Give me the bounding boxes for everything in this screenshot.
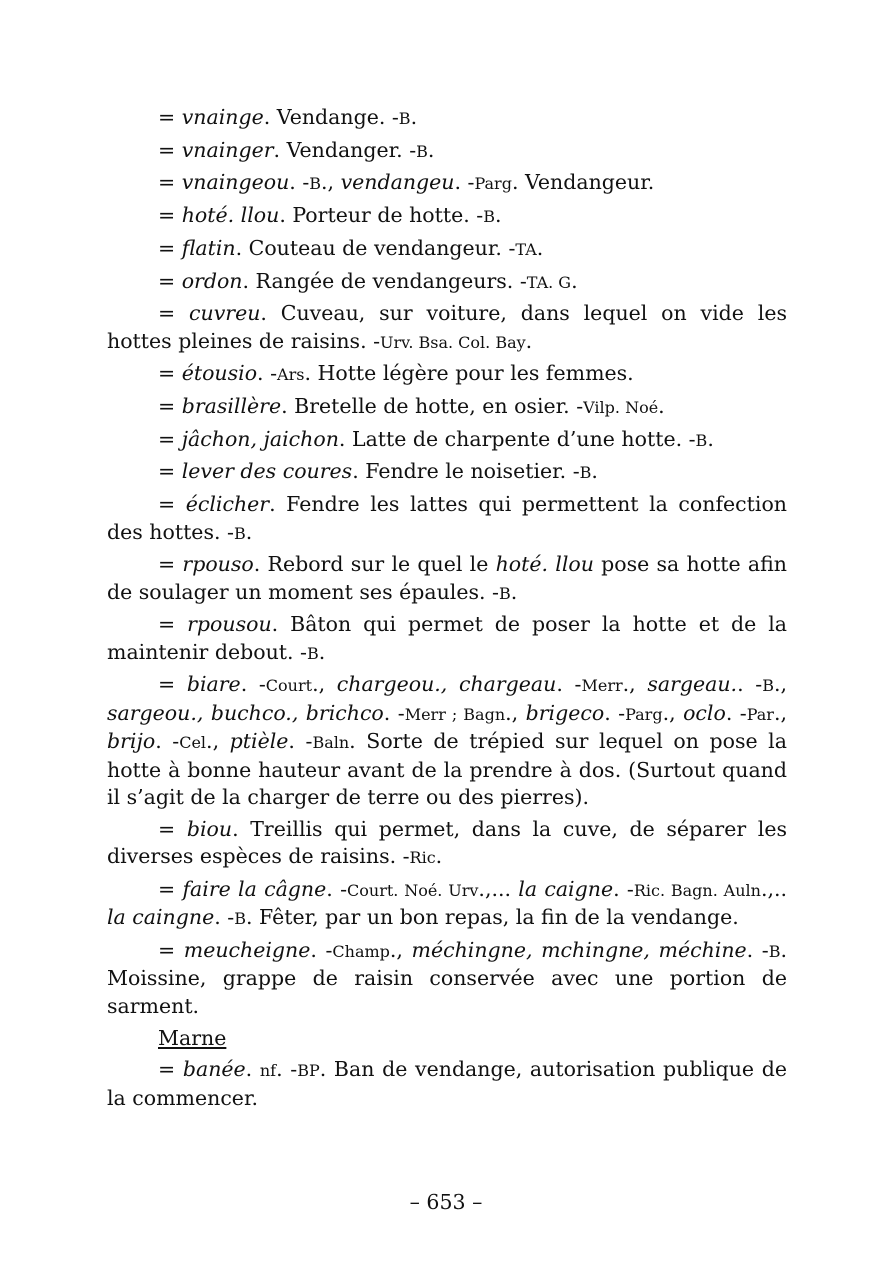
dictionary-entry — [107, 611, 787, 667]
headword: faire la câgne — [182, 876, 327, 901]
entry-text: . Vendanger. - — [273, 137, 417, 162]
location-abbrev: Ric — [409, 848, 436, 868]
entry-text: = — [158, 876, 183, 901]
entry-text: . — [525, 328, 533, 353]
entry-text: . Fendre les lattes qui permettent la confection des hottes. - — [107, 492, 787, 544]
dictionary-entry — [107, 393, 787, 421]
entry-text: ., — [312, 672, 337, 697]
entry-text: = — [158, 203, 182, 228]
location-abbrev: Par — [746, 704, 774, 724]
entry-text: = — [158, 137, 182, 162]
entry-text: ., — [773, 700, 787, 725]
dictionary-entry — [107, 137, 787, 165]
location-abbrev: TA. G — [526, 272, 572, 292]
entry-text: . Sorte de trépied sur lequel on pose la hotte à bonne hauteur avant de la prendre à dos. (Surtout quand il s’agit de la charger de terre ou des pierres). — [107, 729, 787, 810]
entry-text: ., — [389, 938, 412, 963]
entry-text: ., — [206, 729, 230, 754]
entry-text: . — [245, 519, 253, 544]
entry-text: . — [410, 105, 418, 129]
entry-text: ., — [505, 700, 526, 725]
dictionary-entry — [107, 202, 787, 230]
entry-text: . Hotte légère pour les femmes. — [304, 361, 634, 386]
location-abbrev: Parg — [474, 174, 512, 194]
entry-text: . — [510, 579, 518, 604]
headword: éclicher — [185, 492, 270, 517]
entry-text: ., — [622, 672, 648, 697]
entry-text: . - — [604, 700, 626, 725]
headword: sargeou., buchco., brichco — [107, 700, 384, 725]
headword: rpousou — [187, 612, 272, 637]
dictionary-entry — [107, 268, 787, 296]
dictionary-entry — [107, 169, 787, 197]
entry-text: . Treillis qui permet, dans la cuve, de séparer les diverses espèces de raisins. - — [107, 816, 787, 869]
entry-text: .,... — [478, 876, 519, 901]
location-abbrev: B — [416, 141, 428, 161]
location-abbrev: B — [234, 909, 246, 929]
entry-text: = — [158, 361, 182, 386]
location-abbrev: B — [762, 676, 774, 696]
location-abbrev: nf — [259, 1061, 277, 1081]
headword: flatin — [181, 235, 236, 260]
entry-text: . - — [240, 672, 266, 697]
entry-text: = — [158, 612, 188, 637]
entry-text: ., — [662, 700, 684, 725]
location-abbrev: BP — [297, 1061, 320, 1081]
entry-text: = — [158, 552, 183, 577]
entry-text: . — [318, 639, 326, 664]
entry-text: . - — [725, 700, 747, 725]
entry-text: . - — [289, 170, 310, 195]
headword: rpouso — [182, 552, 254, 577]
location-abbrev: B — [579, 463, 592, 483]
entry-text: pose sa hotte afin de soulager un moment ses épaules. - — [107, 552, 787, 604]
entry-text: = — [158, 672, 187, 697]
location-abbrev: Court. Noé. Urv — [347, 880, 479, 900]
headword: vnaingeou — [181, 170, 290, 195]
entry-text: = — [158, 268, 182, 293]
dictionary-entry — [107, 104, 787, 132]
entry-text: . - — [310, 938, 333, 963]
page-number: – 653 – — [409, 1190, 483, 1214]
headword: hoté. llou — [181, 203, 280, 228]
section-heading: Marne — [158, 1025, 227, 1050]
entry-text: . — [571, 268, 578, 293]
entry-text: = — [158, 105, 182, 129]
entry-text: . - — [326, 876, 348, 901]
entry-text: . - — [454, 170, 475, 195]
location-abbrev: Baln — [312, 733, 350, 753]
headword: oclo — [683, 700, 726, 725]
entry-text: = — [158, 459, 182, 484]
entry-text: = — [158, 426, 182, 451]
location-abbrev: TA — [515, 239, 537, 259]
entry-text: .,.. — [760, 876, 788, 901]
headword: la caigne — [518, 876, 614, 901]
entry-text: . - — [746, 938, 769, 963]
headword: vendangeu — [340, 170, 455, 195]
location-abbrev: Ars — [277, 365, 305, 385]
entry-text: . - — [383, 700, 405, 725]
entry-text: . Moissine, grappe de raisin conservée avec une portion de sarment. — [107, 938, 787, 1018]
location-abbrev: Merr — [581, 676, 623, 696]
dictionary-entry — [107, 426, 787, 454]
location-abbrev: Urv. Bsa. Col. Bay — [380, 332, 526, 352]
entry-text: . Rangée de vendangeurs. - — [242, 268, 527, 293]
dictionary-entry — [107, 235, 787, 263]
dictionary-entry — [107, 876, 787, 933]
headword: étousio — [181, 361, 258, 386]
location-abbrev: B — [398, 109, 411, 128]
entry-text: . — [536, 235, 544, 260]
location-abbrev: B — [233, 523, 246, 543]
entry-text: . — [495, 203, 502, 228]
entry-text: = — [158, 816, 187, 841]
entry-text: . Cuveau, sur voiture, dans lequel on vide les hottes pleines de raisins. - — [107, 301, 787, 353]
entry-text: . Bâton qui permet de poser la hotte et de la maintenir debout. - — [107, 612, 787, 664]
location-abbrev: B — [307, 643, 319, 663]
headword: sargeau. — [647, 672, 738, 697]
entry-text: . Fêter, par un bon repas, la fin de la vendange. — [245, 905, 739, 930]
entry-text: . Porteur de hotte. - — [279, 203, 484, 228]
headword: méchingne, mchingne, méchine — [411, 938, 747, 963]
entry-text: . - — [276, 1057, 298, 1082]
headword: jâchon, jaichon — [181, 426, 339, 451]
headword: ptièle — [229, 729, 289, 754]
entry-text: . Couteau de vendangeur. - — [235, 235, 516, 260]
dictionary-entry — [107, 300, 787, 356]
location-abbrev: Vilp. Noé — [583, 398, 659, 418]
entry-text: = — [158, 938, 184, 963]
entry-text: . Bretelle de hotte, en osier. - — [281, 394, 584, 419]
dictionary-entry — [107, 551, 787, 607]
dictionary-entry — [107, 816, 787, 872]
entry-text: . - — [214, 905, 235, 930]
location-abbrev: Ric. Bagn. Auln — [633, 880, 761, 900]
entry-text: . - — [556, 672, 582, 697]
headword: cuvreu — [189, 301, 261, 326]
entry-text: . - — [257, 361, 278, 386]
headword: la caingne — [107, 905, 215, 930]
dictionary-entry — [107, 937, 787, 1020]
entry-text: = — [158, 235, 182, 260]
location-abbrev: B — [768, 942, 781, 962]
dictionary-entry — [107, 360, 787, 388]
headword: meucheigne — [183, 938, 311, 963]
location-abbrev: B — [309, 174, 322, 194]
entry-text: = — [158, 492, 186, 517]
entry-text: . — [591, 459, 598, 484]
location-abbrev: Parg — [625, 704, 663, 724]
headword: vnainger — [181, 137, 274, 162]
headword: vnainge — [181, 105, 264, 129]
headword: brigeco — [525, 700, 605, 725]
location-abbrev: Merr ; Bagn — [404, 704, 506, 724]
entry-text: . — [245, 1057, 260, 1082]
entry-text: . — [427, 137, 435, 162]
location-abbrev: B — [498, 583, 511, 603]
entry-text: . Vendange. - — [263, 105, 399, 129]
entry-text: ., — [321, 170, 341, 195]
dictionary-entry — [107, 458, 787, 486]
entry-text: = — [158, 1057, 183, 1082]
location-abbrev: B — [483, 207, 495, 227]
entry-text: . — [658, 394, 665, 419]
entry-text: . Rebord sur le quel le — [253, 552, 496, 577]
headword: brasillère — [181, 394, 282, 419]
headword: biou — [186, 816, 233, 841]
entry-text: ., — [773, 672, 787, 697]
entry-text: . - — [613, 876, 634, 901]
entry-text: . - — [737, 672, 763, 697]
headword: lever des coures — [181, 459, 353, 484]
location-abbrev: Champ — [332, 942, 390, 962]
entry-text: . Ban de vendange, autorisation publique de la commencer. — [107, 1057, 787, 1110]
entry-text: . - — [155, 729, 180, 754]
headword: biare — [186, 672, 241, 697]
entry-text: . - — [288, 729, 313, 754]
location-abbrev: B — [695, 430, 708, 450]
entry-text: . Latte de charpente d’une hotte. - — [338, 426, 696, 451]
headword: chargeou., chargeau — [336, 672, 557, 697]
entry-text: = — [158, 170, 182, 195]
headword: hoté. llou — [495, 552, 594, 577]
entry-text: . — [435, 844, 443, 869]
headword: ordon — [181, 268, 243, 293]
location-abbrev: Court — [265, 676, 313, 696]
dictionary-entry — [107, 491, 787, 547]
entry-text: . — [707, 426, 714, 451]
dictionary-entry — [107, 1056, 787, 1112]
dictionary-text — [107, 104, 787, 1112]
entry-text: = — [158, 301, 190, 326]
dictionary-entry — [107, 671, 787, 811]
entry-text: = — [158, 394, 182, 419]
entry-text: . Fendre le noisetier. - — [352, 459, 580, 484]
headword: brijo — [107, 729, 156, 754]
entry-text: . Vendangeur. — [511, 170, 655, 195]
location-abbrev: Cel — [179, 733, 207, 753]
headword: banée — [182, 1057, 246, 1082]
dictionary-entry — [107, 1025, 787, 1052]
